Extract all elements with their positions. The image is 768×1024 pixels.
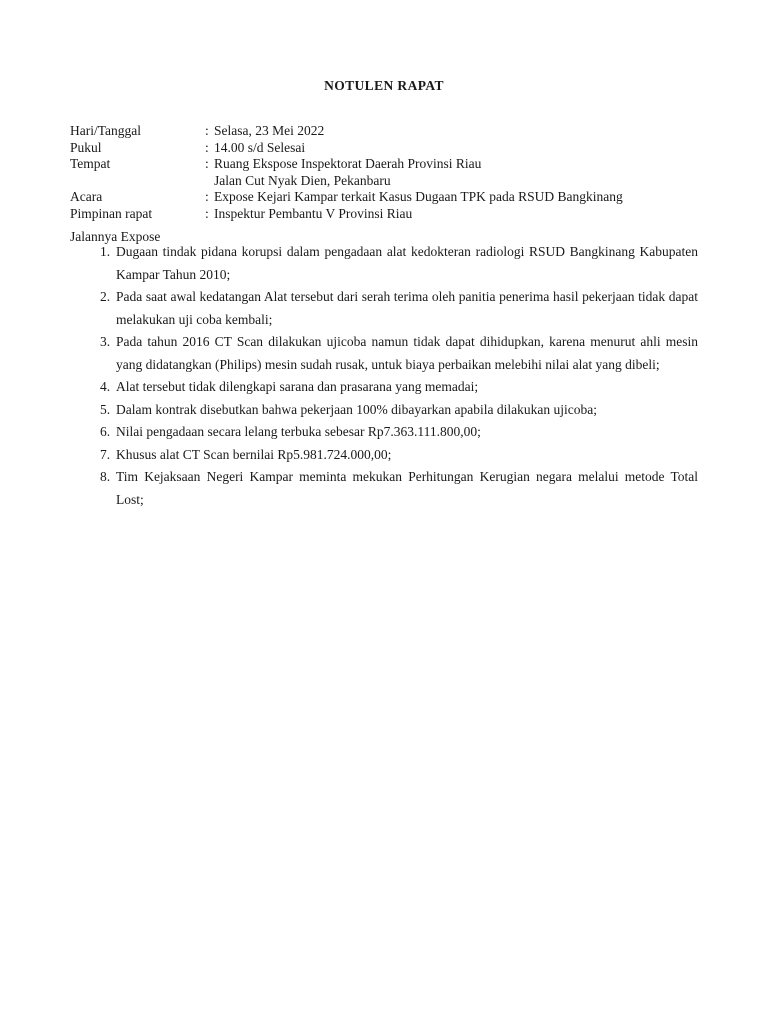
meta-value: Selasa, 23 Mei 2022 <box>214 123 325 138</box>
meta-value: Ruang Ekspose Inspektorat Daerah Provinsi Riau <box>214 156 482 171</box>
document-title: NOTULEN RAPAT <box>324 78 444 93</box>
list-item <box>70 331 698 376</box>
meta-value: Jalan Cut Nyak Dien, Pekanbaru <box>214 172 391 188</box>
meta-colon: : <box>205 205 209 221</box>
expose-list <box>70 241 698 511</box>
meta-row-date <box>70 123 710 140</box>
item-text: Pada saat awal kedatangan Alat tersebut dari serah terima oleh panitia penerima hasil pekerjaan tidak dapat melakukan uji coba kembali; <box>116 289 698 327</box>
meta-value: Inspektur Pembantu V Provinsi Riau <box>214 205 413 221</box>
meta-colon: : <box>205 156 209 171</box>
meta-colon: : <box>205 139 209 155</box>
meta-label: Tempat <box>70 156 111 171</box>
item-text: Alat tersebut tidak dilengkapi sarana dan prasarana yang memadai; <box>116 379 479 394</box>
meta-label: Acara <box>70 189 103 204</box>
list-item <box>70 444 698 467</box>
item-number: 7. <box>100 446 111 462</box>
list-item <box>70 421 698 444</box>
item-number: 4. <box>100 379 111 394</box>
list-item <box>70 241 698 286</box>
meta-label: Pimpinan rapat <box>70 205 153 221</box>
meta-label <box>70 173 205 190</box>
item-number: 1. <box>100 244 111 259</box>
list-item <box>70 399 698 422</box>
meta-row-agenda <box>70 189 710 206</box>
item-text: Pada tahun 2016 CT Scan dilakukan ujicoba namun tidak dapat dihidupkan, karena menurut ahli mesin yang didatangkan (Philips) mesin sudah rusak, untuk biaya perbaikan melebihi nilai alat yang dibeli; <box>116 334 698 372</box>
meta-row-time <box>70 140 710 157</box>
meta-row-place-address <box>70 173 710 190</box>
list-item <box>70 466 698 511</box>
meta-colon: : <box>205 189 209 204</box>
meta-label: Pukul <box>70 139 102 155</box>
section-label: Jalannya Expose <box>70 229 161 244</box>
meta-value: 14.00 s/d Selesai <box>214 139 306 155</box>
meta-label: Hari/Tanggal <box>70 123 142 138</box>
item-text: Dugaan tindak pidana korupsi dalam pengadaan alat kedokteran radiologi RSUD Bangkinang Kabupaten Kampar Tahun 2010; <box>116 244 698 282</box>
meta-row-chair <box>70 206 710 223</box>
item-text: Tim Kejaksaan Negeri Kampar meminta mekukan Perhitungan Kerugian negara melalui metode Total Lost; <box>116 469 698 507</box>
item-number: 5. <box>100 401 111 417</box>
item-number: 3. <box>100 334 111 349</box>
item-text: Dalam kontrak disebutkan bahwa pekerjaan 100% dibayarkan apabila dilakukan ujicoba; <box>116 401 597 417</box>
meta-value: Expose Kejari Kampar terkait Kasus Dugaan TPK pada RSUD Bangkinang <box>214 189 623 204</box>
item-number: 6. <box>100 424 111 439</box>
item-text: Khusus alat CT Scan bernilai Rp5.981.724.000,00; <box>116 446 392 462</box>
list-item <box>70 286 698 331</box>
item-number: 8. <box>100 469 111 484</box>
meta-row-place <box>70 156 710 173</box>
meta-colon <box>205 173 214 190</box>
list-item <box>70 376 698 399</box>
item-number: 2. <box>100 289 111 304</box>
item-text: Nilai pengadaan secara lelang terbuka sebesar Rp7.363.111.800,00; <box>116 424 481 439</box>
meeting-meta <box>70 123 710 222</box>
meta-colon: : <box>205 123 209 138</box>
